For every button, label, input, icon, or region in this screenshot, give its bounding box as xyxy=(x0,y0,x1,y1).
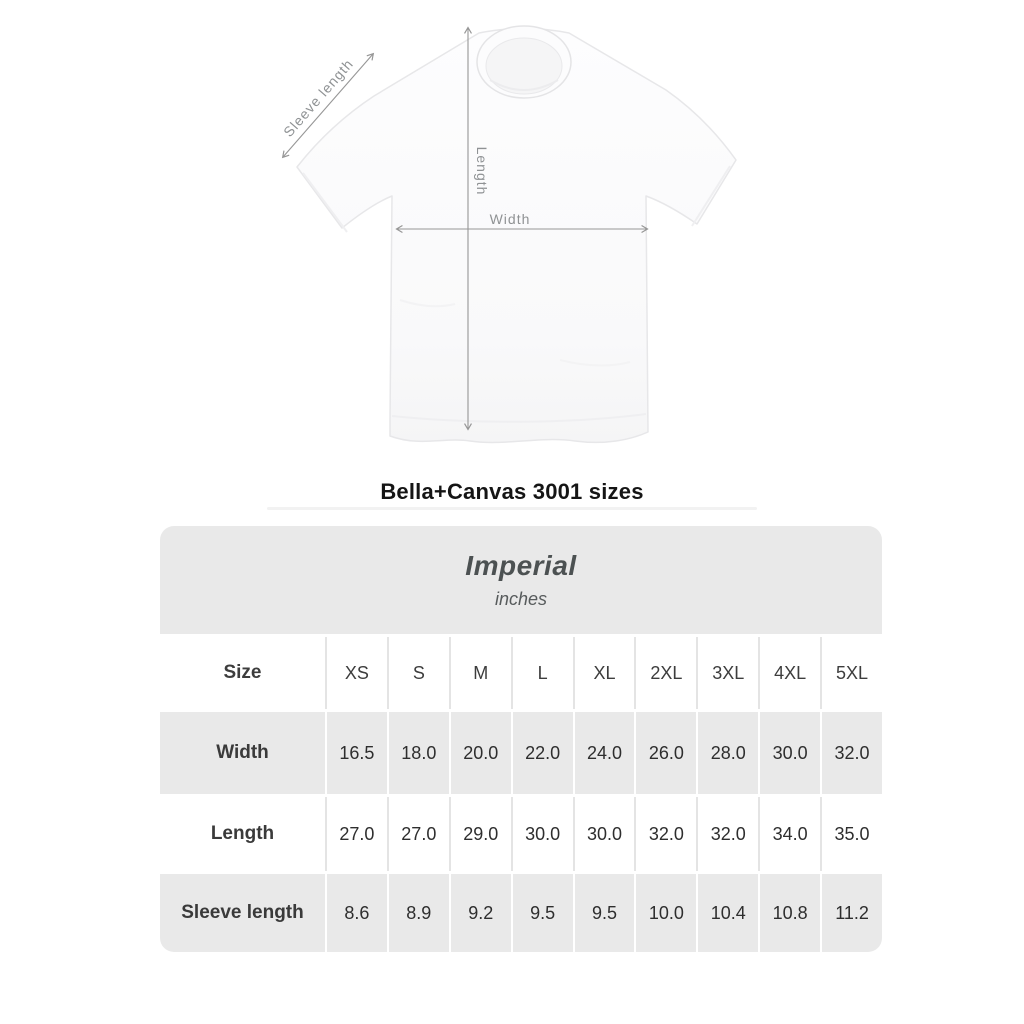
size-column-header: 5XL xyxy=(822,637,882,709)
row-header-cell: Width xyxy=(160,712,325,794)
table-cell: 9.5 xyxy=(575,874,635,952)
row-header-cell: Sleeve length xyxy=(160,874,325,952)
table-cell: 28.0 xyxy=(698,712,758,794)
table-cell: 32.0 xyxy=(698,797,758,871)
tshirt-measurement-diagram xyxy=(0,0,1024,472)
size-column-header: S xyxy=(389,637,449,709)
table-cell: 8.6 xyxy=(327,874,387,952)
size-column-header: 3XL xyxy=(698,637,758,709)
size-column-header: L xyxy=(513,637,573,709)
size-column-header: 2XL xyxy=(636,637,696,709)
divider-line xyxy=(267,507,757,510)
table-cell: 27.0 xyxy=(389,797,449,871)
table-cell: 29.0 xyxy=(451,797,511,871)
table-cell: 8.9 xyxy=(389,874,449,952)
table-cell: 34.0 xyxy=(760,797,820,871)
table-cell: 32.0 xyxy=(822,712,882,794)
table-cell: 24.0 xyxy=(575,712,635,794)
size-table xyxy=(160,526,882,952)
table-cell: 16.5 xyxy=(327,712,387,794)
size-column-header: M xyxy=(451,637,511,709)
table-cell: 9.2 xyxy=(451,874,511,952)
table-cell: 30.0 xyxy=(760,712,820,794)
table-cell: 27.0 xyxy=(327,797,387,871)
table-row-width xyxy=(160,712,882,794)
table-cell: 20.0 xyxy=(451,712,511,794)
table-cell: 26.0 xyxy=(636,712,696,794)
table-cell: 10.0 xyxy=(636,874,696,952)
length-label: Length xyxy=(474,146,490,196)
row-header-cell: Length xyxy=(160,797,325,871)
table-cell: 10.8 xyxy=(760,874,820,952)
collar-inner xyxy=(486,38,562,94)
page-title: Bella+Canvas 3001 sizes xyxy=(380,479,644,504)
table-cell: 10.4 xyxy=(698,874,758,952)
table-row-length xyxy=(160,797,882,871)
tshirt-graphic xyxy=(297,26,736,442)
table-cell: 35.0 xyxy=(822,797,882,871)
table-cell: 9.5 xyxy=(513,874,573,952)
table-unit-header xyxy=(160,526,882,634)
size-column-header: XL xyxy=(575,637,635,709)
row-header-cell: Size xyxy=(160,637,325,709)
table-cell: 32.0 xyxy=(636,797,696,871)
width-label: Width xyxy=(489,211,531,227)
table-row-sleeve-length xyxy=(160,874,882,952)
table-cell: 30.0 xyxy=(513,797,573,871)
table-cell: 11.2 xyxy=(822,874,882,952)
unit-title: Imperial xyxy=(465,550,577,582)
table-cell: 18.0 xyxy=(389,712,449,794)
sleeve-length-label: Sleeve length xyxy=(280,55,357,140)
table-cell: 22.0 xyxy=(513,712,573,794)
size-column-header: XS xyxy=(327,637,387,709)
table-row-size xyxy=(160,637,882,709)
table-cell: 30.0 xyxy=(575,797,635,871)
size-column-header: 4XL xyxy=(760,637,820,709)
unit-subtitle: inches xyxy=(494,588,548,609)
